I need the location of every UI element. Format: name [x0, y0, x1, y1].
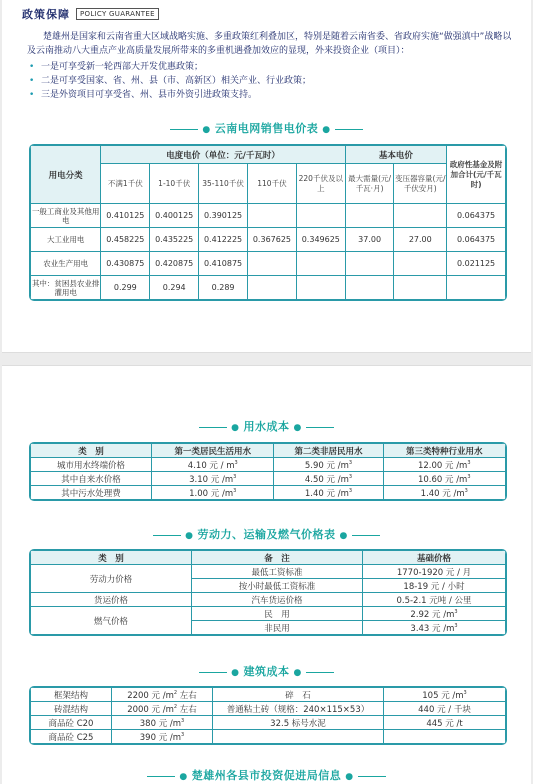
- power-table-title: ● 云南电网销售电价表 ●: [2, 120, 531, 136]
- cell: [394, 252, 447, 276]
- col-header: 类 别: [31, 444, 152, 458]
- intro-paragraph: 楚雄州是国家和云南省重大区域战略实施、多重政策红利叠加区，特别是随着云南省委、省政府实施“做强滇中”战略以及云南推动八大重点产业高质量发展所带来的多重机遇叠加效应的显现，外来投资企业（项目）：: [27, 32, 512, 56]
- cell: 12.00 元 $/m^3$: [383, 458, 506, 472]
- cell: 390 元 $/m^3$: [112, 730, 213, 744]
- table-row: [31, 458, 506, 472]
- cell: 按小时最低工资标准: [192, 579, 363, 593]
- cell-value: 380 元 /m: [139, 718, 182, 729]
- cell: 0.400125: [150, 204, 199, 228]
- cell: 0.064375: [447, 228, 506, 252]
- cell: [296, 252, 345, 276]
- cell-value: 5.90 元 /m: [304, 460, 349, 471]
- cell: [296, 276, 345, 300]
- section-title-cn: 政策保障: [22, 8, 70, 21]
- cell: 2.92 元 $/m^3$: [363, 607, 506, 621]
- cell-value: 12.00 元 /m: [417, 460, 468, 471]
- cell: 0.064375: [447, 204, 506, 228]
- col-header: 基础价格: [363, 551, 506, 565]
- cell-value: 4.50 元 /m: [304, 474, 349, 485]
- cell-value: 左右: [179, 704, 197, 715]
- cell: [345, 276, 394, 300]
- cell: 其中自来水价格: [31, 472, 152, 486]
- cell: [384, 730, 506, 744]
- cell: 440 元 / 千块: [384, 702, 506, 716]
- cell: 18-19 元 / 小时: [363, 579, 506, 593]
- cell: 0.458225: [101, 228, 150, 252]
- cell: [394, 204, 447, 228]
- cell: 5.90 元 $/m^3$: [274, 458, 383, 472]
- cell: 1.00 元 $/m^3$: [152, 486, 274, 500]
- benefit-list: [27, 60, 515, 102]
- row-label: 货运价格: [31, 593, 192, 607]
- labor-table: [29, 549, 507, 636]
- cell: 框架结构: [31, 688, 112, 702]
- cell: 民 用: [192, 607, 363, 621]
- table-row: [31, 730, 506, 744]
- cell: 砖混结构: [31, 702, 112, 716]
- power-title-text: 云南电网销售电价表: [214, 122, 319, 135]
- cell: 0.430875: [101, 252, 150, 276]
- cell: 汽车货运价格: [192, 593, 363, 607]
- cell: 0.410875: [199, 252, 248, 276]
- cell: [345, 252, 394, 276]
- labor-title: ● 劳动力、运输及燃气价格表 ●: [2, 526, 531, 542]
- section-header: [22, 6, 159, 22]
- sub-header: 不满1千伏: [101, 164, 150, 204]
- row-label: 一般工商业及其他用电: [31, 204, 101, 228]
- cell: 商品砼 C20: [31, 716, 112, 730]
- cell: 0.349625: [296, 228, 345, 252]
- intro-text: [27, 30, 515, 102]
- water-title-text: 用水成本: [243, 420, 290, 433]
- row-label: 劳动力价格: [31, 565, 192, 593]
- cell: [447, 276, 506, 300]
- footer-title-text: 楚雄州各县市投资促进局信息: [191, 769, 342, 782]
- cell-value: 左右: [179, 690, 197, 701]
- row-label: 农业生产用电: [31, 252, 101, 276]
- cell: 10.60 元 $/m^3$: [383, 472, 506, 486]
- cell: [394, 276, 447, 300]
- cell: 0.390125: [199, 204, 248, 228]
- cell: 非民用: [192, 621, 363, 635]
- cell: 0.410125: [101, 204, 150, 228]
- cell: [296, 204, 345, 228]
- cell-value: 3.43 元 /m: [410, 623, 455, 634]
- group-kwh: 电度电价（单位：元/千瓦时）: [101, 146, 345, 164]
- cell: 碎 石: [213, 688, 384, 702]
- group-basic: 基本电价: [345, 146, 446, 164]
- cell-value: 1.00 元 /m: [189, 488, 234, 499]
- power-price-table: [29, 144, 507, 301]
- cell: 2000 元 $/m^2$ 左右: [112, 702, 213, 716]
- table-row: [31, 607, 506, 621]
- cell-value: 4.10 元 / m: [187, 460, 235, 471]
- cell: [345, 204, 394, 228]
- table-row: [31, 472, 506, 486]
- cell: 普通粘土砖（规格：240×115×53）: [213, 702, 384, 716]
- footer-title: ● 楚雄州各县市投资促进局信息 ●: [2, 767, 531, 783]
- cell: 4.10 元 / $m^3$: [152, 458, 274, 472]
- col-header: 第一类居民生活用水: [152, 444, 274, 458]
- sub-header: 110千伏: [248, 164, 297, 204]
- cell: 3.43 元 $/m^3$: [363, 621, 506, 635]
- cell: 37.00: [345, 228, 394, 252]
- water-table: [29, 442, 507, 501]
- cell: 0.289: [199, 276, 248, 300]
- section-title-en: POLICY GUARANTEE: [76, 8, 159, 20]
- building-table: [29, 686, 507, 745]
- cell: [248, 276, 297, 300]
- cell: 0.5-2.1 元吨 / 公里: [363, 593, 506, 607]
- cell: 3.10 元 $/m^3$: [152, 472, 274, 486]
- labor-title-text: 劳动力、运输及燃气价格表: [197, 528, 336, 541]
- sub-header: 35-110千伏: [199, 164, 248, 204]
- building-title-text: 建筑成本: [243, 665, 290, 678]
- table-row: [31, 688, 506, 702]
- row-label: 大工业用电: [31, 228, 101, 252]
- benefit-item: • 二是可享受国家、省、州、县（市、高新区）相关产业、行业政策；: [27, 74, 515, 88]
- cell-value: 390 元 /m: [139, 732, 182, 743]
- page-policy: [2, 0, 531, 353]
- page-costs: [2, 365, 531, 784]
- cell: 4.50 元 $/m^3$: [274, 472, 383, 486]
- table-row: [31, 252, 506, 276]
- cell: 2200 元 $/m^2$ 左右: [112, 688, 213, 702]
- cell: 0.294: [150, 276, 199, 300]
- cell: 445 元 /t: [384, 716, 506, 730]
- cell-value: 2200 元 /m: [127, 690, 174, 701]
- sub-header: 220千伏及以上: [296, 164, 345, 204]
- cell: [213, 730, 384, 744]
- cell-value: 1.40 元 /m: [420, 488, 465, 499]
- cell: 380 元 $/m^3$: [112, 716, 213, 730]
- building-title: ● 建筑成本 ●: [2, 663, 531, 679]
- cell-value: 2000 元 /m: [127, 704, 174, 715]
- cell: 27.00: [394, 228, 447, 252]
- cell: 最低工资标准: [192, 565, 363, 579]
- cell: 1.40 元 $/m^3$: [274, 486, 383, 500]
- cell: 0.420875: [150, 252, 199, 276]
- cell: 32.5 标号水泥: [213, 716, 384, 730]
- cell-value: 2.92 元 /m: [410, 609, 455, 620]
- col-category: 用电分类: [31, 146, 101, 204]
- table-row: [31, 565, 506, 579]
- table-row: [31, 593, 506, 607]
- benefit-item: • 三是外资项目可享受省、州、县市外资引进政策支持。: [27, 88, 515, 102]
- col-header: 第三类特种行业用水: [383, 444, 506, 458]
- table-row: [31, 716, 506, 730]
- cell: [248, 204, 297, 228]
- cell: 1.40 元 $/m^3$: [383, 486, 506, 500]
- cell: [248, 252, 297, 276]
- table-row: [31, 204, 506, 228]
- cell-value: 105 元 /m: [422, 690, 464, 701]
- cell: 0.021125: [447, 252, 506, 276]
- benefit-item: • 一是可享受新一轮西部大开发优惠政策；: [27, 60, 515, 74]
- sub-header: 变压器容量(元/千伏安月): [394, 164, 447, 204]
- cell-value: 10.60 元 /m: [417, 474, 468, 485]
- cell-value: 1.40 元 /m: [304, 488, 349, 499]
- table-row: [31, 228, 506, 252]
- cell: 其中污水处理费: [31, 486, 152, 500]
- cell: 105 元 $/m^3$: [384, 688, 506, 702]
- col-header: 类 别: [31, 551, 192, 565]
- cell: 0.367625: [248, 228, 297, 252]
- cell-value: 3.10 元 /m: [189, 474, 234, 485]
- cell: 商品砼 C25: [31, 730, 112, 744]
- cell: 1770-1920 元 / 月: [363, 565, 506, 579]
- row-label: 燃气价格: [31, 607, 192, 635]
- table-row: [31, 486, 506, 500]
- water-title: ● 用水成本 ●: [2, 418, 531, 434]
- col-fund: 政府性基金及附加合计(元/千瓦时): [447, 146, 506, 204]
- cell: 0.412225: [199, 228, 248, 252]
- sub-header: 最大需量(元/千瓦·月): [345, 164, 394, 204]
- cell: 0.435225: [150, 228, 199, 252]
- col-header: 第二类非居民用水: [274, 444, 383, 458]
- col-header: 备 注: [192, 551, 363, 565]
- row-label: 其中：贫困县农业排灌用电: [31, 276, 101, 300]
- table-row: [31, 276, 506, 300]
- sub-header: 1-10千伏: [150, 164, 199, 204]
- cell: 城市用水终端价格: [31, 458, 152, 472]
- table-row: [31, 702, 506, 716]
- cell: 0.299: [101, 276, 150, 300]
